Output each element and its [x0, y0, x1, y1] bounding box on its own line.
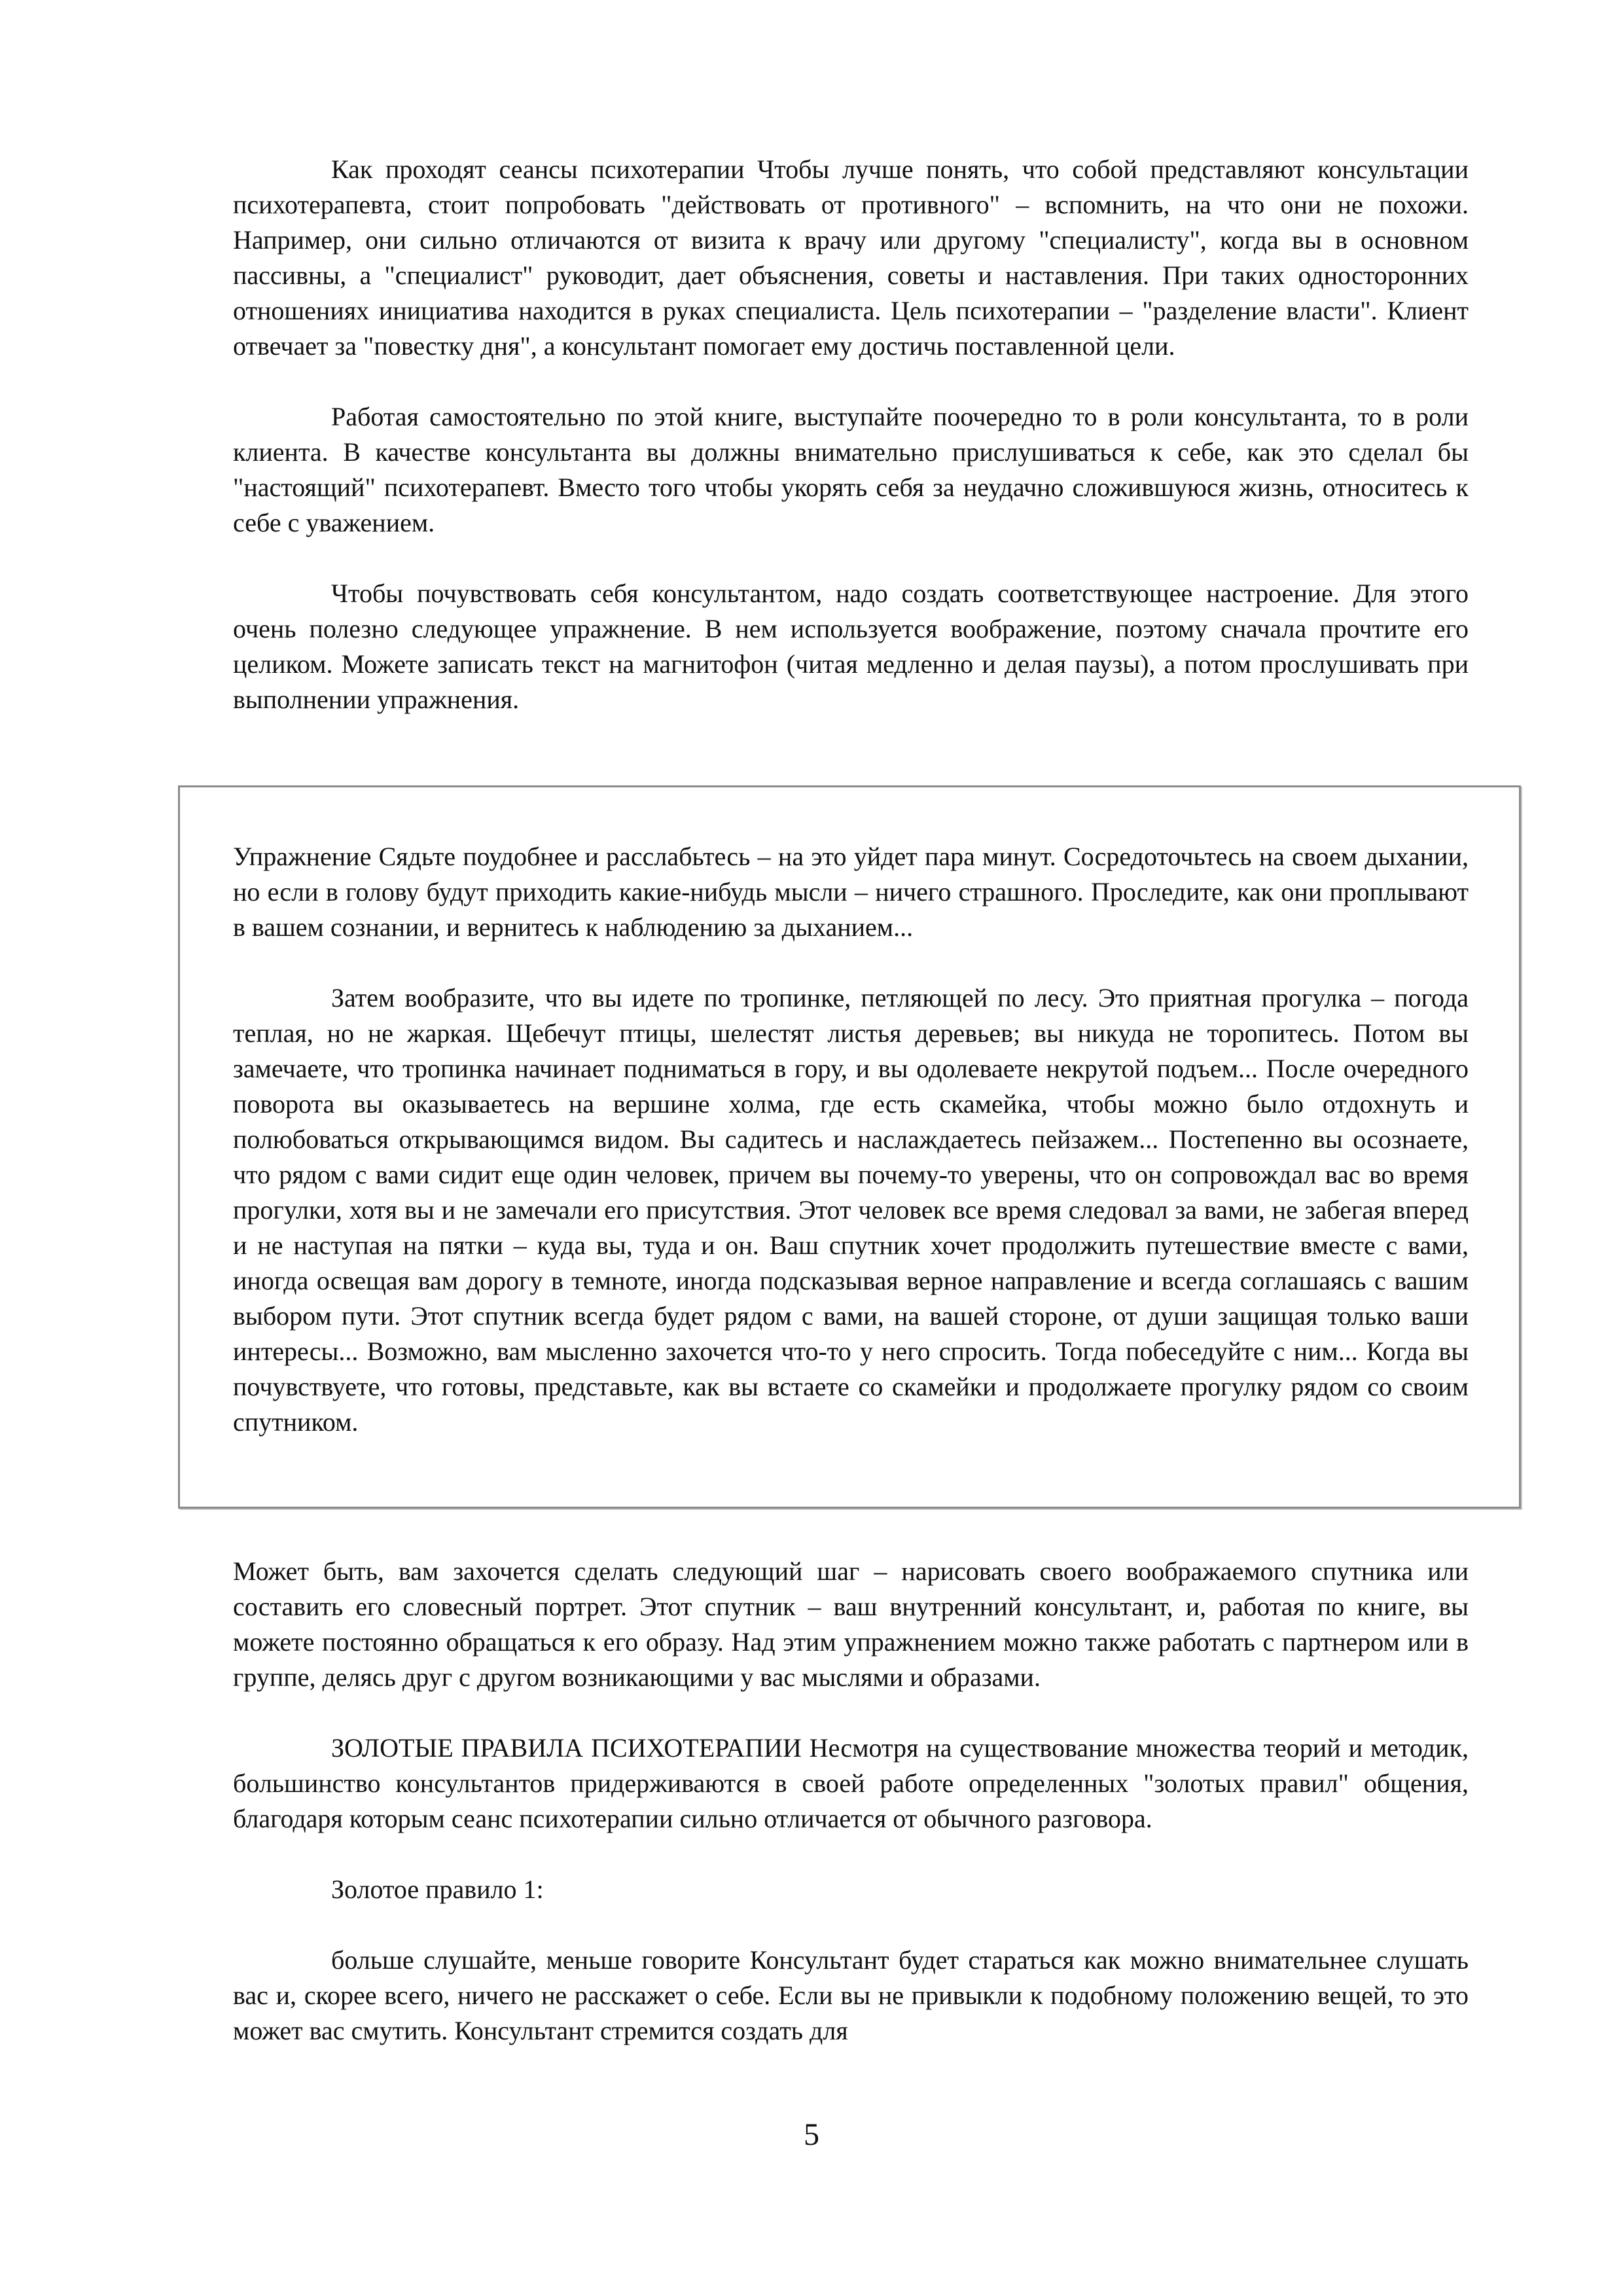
- intro-paragraph-3: Чтобы почувствовать себя консультантом, надо создать соответствующее настроение. Для этого очень полезно следующее упражнение. В нем используется воображение, поэтому сначала прочтите его целиком. Можете записать текст на магнитофон (читая медленно и делая паузы), а потом прослушивать при выполнении упражнения.: [233, 579, 1469, 714]
- intro-paragraph-1: Как проходят сеансы психотерапии Чтобы лучше понять, что собой представляют консультации психотерапевта, стоит попробовать "действовать от противного" – вспомнить, на что они не похожи. Например, они сильно отличаются от визита к врачу или другому "специалисту", когда вы в основном пассивны, а "специалист" руководит, дает объяснения, советы и наставления. При таких односторонних отношениях инициатива находится в руках специалиста. Цель психотерапии – "разделение власти". Клиент отвечает за "повестку дня", а консультант помогает ему достичь поставленной цели.: [233, 154, 1469, 361]
- intro-paragraph-2: Работая самостоятельно по этой книге, выступайте поочередно то в роли консультанта, то в роли клиента. В качестве консультанта вы должны внимательно прислушиваться к себе, как это сделал бы "настоящий" психотерапевт. Вместо того чтобы укорять себя за неудачно сложившуюся жизнь, относитесь к себе с уважением.: [233, 402, 1469, 537]
- exercise-paragraph-1: Упражнение Сядьте поудобнее и расслабьтесь – на это уйдет пара минут. Сосредоточьтесь на своем дыхании, но если в голову будут приходить какие-нибудь мысли – ничего страшного. Проследите, как они проплывают в вашем сознании, и вернитесь к наблюдению за дыханием...: [233, 842, 1469, 942]
- rule-paragraph: больше слушайте, меньше говорите Консультант будет стараться как можно внимательнее слушать вас и, скорее всего, ничего не расскажет о себе. Если вы не привыкли к подобному положению вещей, то это может вас смутить. Консультант стремится создать для: [233, 1945, 1469, 2045]
- after-paragraph-1: Может быть, вам захочется сделать следующий шаг – нарисовать своего воображаемого спутника или составить его словесный портрет. Этот спутник – ваш внутренний консультант, и, работая по книге, вы можете постоянно обращаться к его образу. Над этим упражнением можно также работать с партнером или в группе, делясь друг с другом возникающими у вас мыслями и образами.: [233, 1556, 1469, 1692]
- exercise-paragraph-2: Затем вообразите, что вы идете по тропинке, петляющей по лесу. Это приятная прогулка – погода теплая, но не жаркая. Щебечут птицы, шелестят листья деревьев; вы никуда не торопитесь. Потом вы замечаете, что тропинка начинает подниматься в гору, и вы одолеваете некрутой подъем... После очередного поворота вы оказываетесь на вершине холма, где есть скамейка, чтобы можно было отдохнуть и полюбоваться открывающимся видом. Вы садитесь и наслаждаетесь пейзажем... Постепенно вы осознаете, что рядом с вами сидит еще один человек, причем вы почему-то уверены, что он сопровождал вас во время прогулки, хотя вы и не замечали его присутствия. Этот человек все время следовал за вами, не забегая вперед и не наступая на пятки – куда вы, туда и он. Ваш спутник хочет продолжить путешествие вместе с вами, иногда освещая вам дорогу в темноте, иногда подсказывая верное направление и всегда соглашаясь с вашим выбором пути. Этот спутник всегда будет рядом с вами, на вашей стороне, от души защищая только ваши интересы... Возможно, вам мысленно захочется что-то у него спросить. Тогда побеседуйте с ним... Когда вы почувствуете, что готовы, представьте, как вы встаете со скамейки и продолжаете прогулку рядом со своим спутником.: [233, 983, 1469, 1437]
- page-number: 5: [804, 2117, 819, 2152]
- golden-rules-paragraph: ЗОЛОТЫЕ ПРАВИЛА ПСИХОТЕРАПИИ Несмотря на существование множества теорий и методик, большинство консультантов придерживаются в своей работе определенных "золотых правил" общения, благодаря которым сеанс психотерапии сильно отличается от обычного разговора.: [233, 1733, 1469, 1833]
- exercise-section: [233, 839, 1469, 1440]
- after-section: [233, 1554, 1469, 2049]
- intro-section: [233, 152, 1469, 717]
- rule-heading: Золотое правило 1:: [331, 1874, 544, 1904]
